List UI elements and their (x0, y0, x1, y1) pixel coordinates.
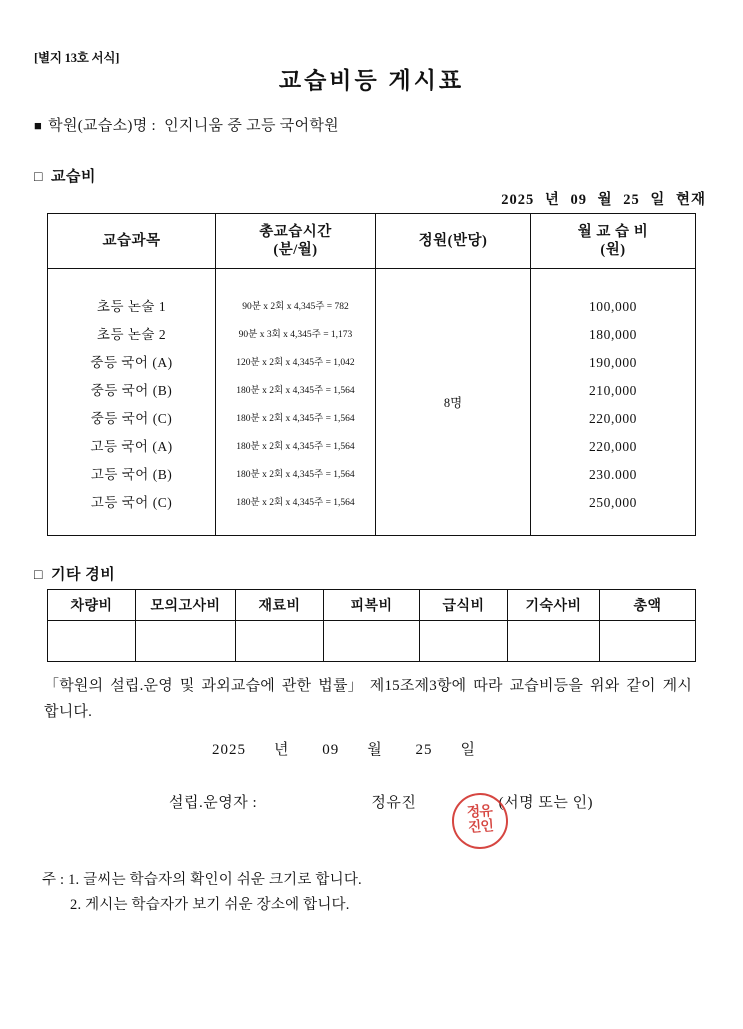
fee-cell-prices (531, 269, 696, 536)
signer-name: 정유진 (371, 795, 417, 811)
etc-table-row (48, 621, 696, 662)
signer-seal-note: (서명 또는 인) (498, 795, 594, 811)
fee-header-hours-line2: (분/월) (273, 242, 318, 258)
list-item: 180분 x 2회 x 4,345주 = 1,564 (236, 470, 355, 481)
fee-header-price (531, 214, 696, 269)
list-item: 90분 x 2회 x 4,345주 = 782 (242, 301, 349, 312)
etc-cell-vehicle (48, 621, 136, 662)
list-item: 중등 국어 (C) (90, 411, 173, 426)
list-item: 220,000 (588, 411, 638, 426)
page-content (34, 0, 709, 1029)
page-title: 교습비등 게시표 (278, 68, 465, 93)
fee-cell-hours (216, 269, 376, 536)
signer-label: 설립.운영자 : (169, 795, 258, 811)
fee-table (47, 213, 696, 536)
list-item: 100,000 (588, 299, 638, 315)
list-item: 180,000 (588, 327, 638, 343)
list-item: 90분 x 3회 x 4,345주 = 1,173 (238, 329, 353, 340)
etc-header-vehicle: 차량비 (48, 590, 136, 621)
section-heading-etc (34, 563, 115, 584)
fee-header-price-line1: 월 교 습 비 (577, 223, 649, 240)
footnotes (42, 868, 362, 919)
etc-cell-meals (420, 621, 508, 662)
signer-line (169, 791, 593, 812)
etc-cell-mock-exam (136, 621, 236, 662)
list-item: 120분 x 2회 x 4,345주 = 1,042 (236, 357, 355, 368)
list-item: 180분 x 2회 x 4,345주 = 1,564 (236, 442, 355, 453)
list-item: 고등 국어 (A) (90, 438, 173, 454)
list-item: 250,000 (588, 494, 638, 510)
empty-square-icon: □ (34, 568, 43, 583)
list-item: 고등 국어 (B) (90, 466, 173, 482)
as-of-year-unit: 년 (544, 192, 560, 208)
fee-table-header-row (48, 214, 696, 269)
list-item: 초등 논술 1 (96, 299, 167, 315)
section-heading-fee (34, 165, 96, 186)
etc-header-total: 총액 (600, 590, 696, 621)
form-code: [별지 13호 서식] (34, 51, 120, 65)
etc-cell-materials (236, 621, 324, 662)
footnote-1: 주 : 1. 글씨는 학습자의 확인이 쉬운 크기로 합니다. (42, 872, 362, 888)
section-etc-label: 기타 경비 (50, 567, 116, 583)
fee-table-body-row (48, 269, 696, 536)
list-item: 중등 국어 (A) (90, 355, 173, 371)
list-item: 180분 x 2회 x 4,345주 = 1,564 (236, 498, 355, 509)
fee-header-price-line2: (원) (600, 242, 626, 258)
list-item: 180분 x 2회 x 4,345주 = 1,564 (236, 414, 355, 424)
as-of-month-unit: 월 (597, 192, 613, 208)
as-of-month: 09 (570, 192, 587, 208)
footnote-2: 2. 게시는 학습자가 보기 쉬운 장소에 합니다. (70, 897, 350, 914)
sign-year-unit: 년 (274, 742, 290, 758)
etc-header-mock-exam: 모의고사비 (136, 590, 236, 621)
subject-list (48, 287, 215, 517)
etc-cell-uniform (324, 621, 420, 662)
hours-list (216, 287, 375, 517)
list-item: 중등 국어 (B) (90, 383, 173, 399)
fee-cell-capacity: 8명 (376, 269, 531, 536)
list-item: 220,000 (588, 438, 638, 454)
etc-expense-table (47, 589, 696, 662)
academy-name-value: 인지니움 중 고등 국어학원 (164, 118, 339, 134)
etc-cell-total (600, 621, 696, 662)
stamp-line-1: 정유 (466, 804, 493, 822)
as-of-date (498, 188, 709, 209)
as-of-suffix: 현재 (675, 192, 706, 208)
etc-table-header-row (48, 590, 696, 621)
sign-month: 09 (322, 742, 340, 758)
list-item: 230.000 (588, 466, 638, 482)
etc-header-uniform: 피복비 (324, 590, 420, 621)
sign-day-unit: 일 (460, 742, 476, 758)
etc-header-materials: 재료비 (236, 590, 324, 621)
empty-square-icon: □ (34, 170, 43, 185)
filled-square-icon: ■ (34, 118, 43, 133)
list-item: 180분 x 2회 x 4,345주 = 1,564 (236, 385, 355, 396)
as-of-day: 25 (623, 192, 640, 208)
fee-header-subject: 교습과목 (48, 214, 216, 269)
stamp-line-2: 진인 (467, 819, 494, 836)
section-fee-label: 교습비 (50, 169, 96, 185)
sign-year: 2025 (212, 742, 246, 758)
fee-header-hours-line1: 총교습시간 (259, 223, 332, 240)
academy-name-line (34, 114, 339, 135)
price-list (531, 287, 695, 517)
fee-cell-subjects (48, 269, 216, 536)
list-item: 190,000 (588, 355, 638, 371)
list-item: 초등 논술 2 (96, 327, 167, 343)
etc-cell-dormitory (508, 621, 600, 662)
as-of-day-unit: 일 (650, 192, 666, 208)
sign-month-unit: 월 (367, 742, 383, 758)
list-item: 210,000 (588, 383, 638, 399)
legal-statement: 「학원의 설립.운영 및 과외교습에 관한 법률」 제15조제3항에 따라 교습비등을 위와 같이 게시합니다. (44, 678, 693, 721)
list-item: 고등 국어 (C) (90, 494, 173, 510)
academy-name-label: 학원(교습소)명 : (48, 118, 157, 134)
signature-date (34, 738, 654, 759)
sign-day: 25 (415, 742, 433, 758)
etc-header-dormitory: 기숙사비 (508, 590, 600, 621)
fee-header-capacity: 정원(반당) (376, 214, 531, 269)
etc-header-meals: 급식비 (420, 590, 508, 621)
fee-header-hours (216, 214, 376, 269)
as-of-year: 2025 (501, 192, 535, 208)
